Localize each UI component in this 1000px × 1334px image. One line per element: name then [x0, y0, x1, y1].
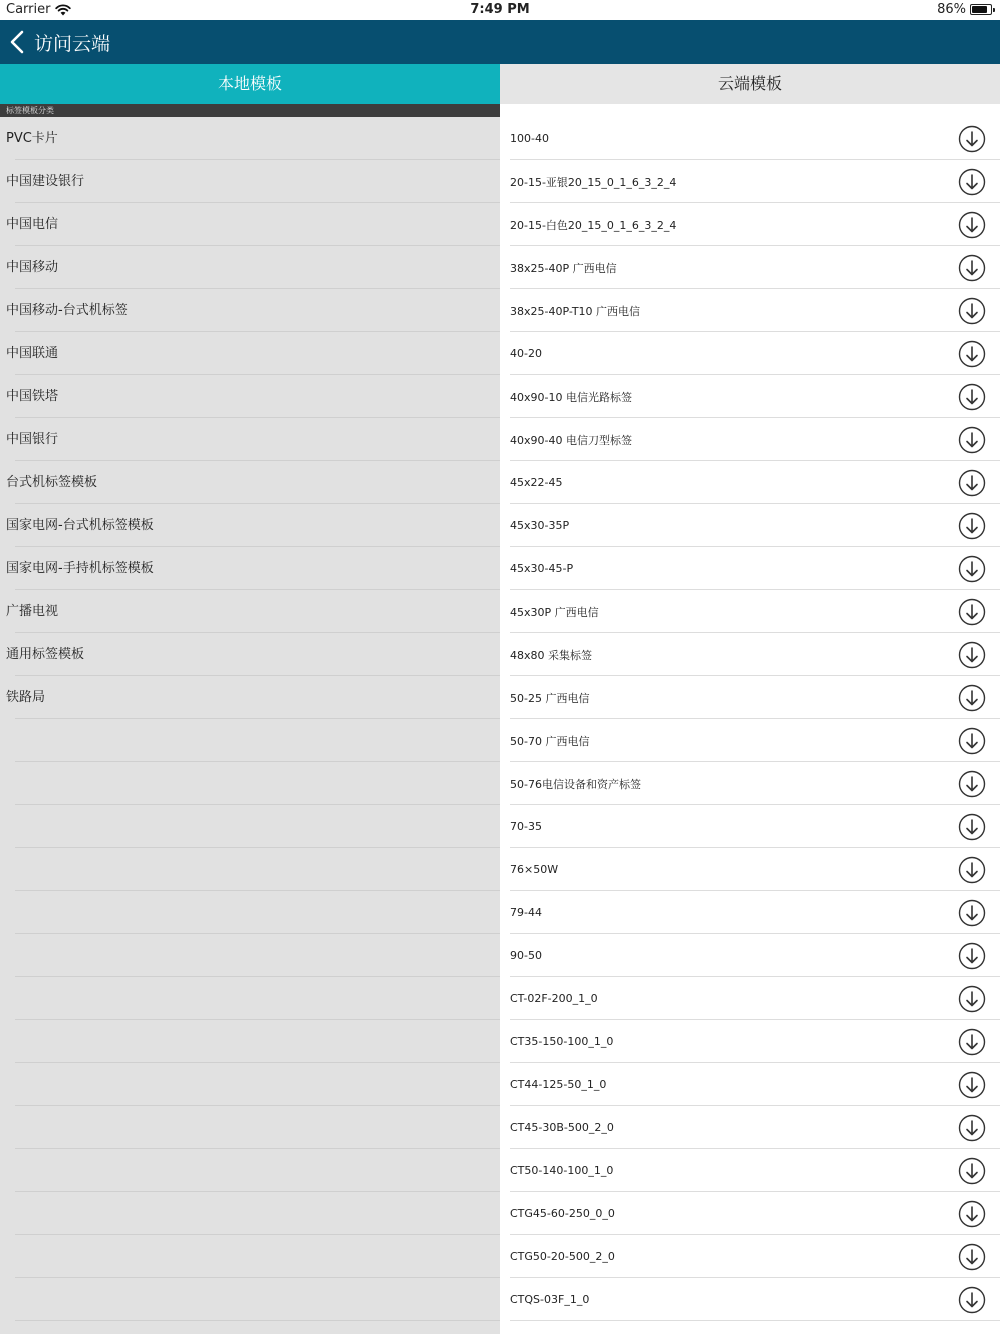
template-name: 40x90-40 电信刀型标签	[510, 433, 632, 447]
list-spacer	[500, 104, 1000, 117]
empty-row	[0, 1278, 500, 1321]
tab-cloud-templates[interactable]: 云端模板	[500, 64, 1000, 104]
download-circle-icon	[958, 856, 986, 884]
download-button[interactable]	[958, 813, 986, 841]
download-circle-icon	[958, 297, 986, 325]
template-name: 45x30-45-P	[510, 562, 574, 575]
cloud-template-item[interactable]	[500, 934, 1000, 977]
template-name: 38x25-40P-T10 广西电信	[510, 304, 641, 318]
download-circle-icon	[958, 684, 986, 712]
download-button[interactable]	[958, 1200, 986, 1228]
battery-percent: 86%	[937, 2, 966, 17]
download-circle-icon	[958, 1028, 986, 1056]
navigation-bar	[0, 20, 1000, 64]
download-circle-icon	[958, 985, 986, 1013]
status-time: 7:49 PM	[470, 2, 530, 17]
cloud-template-item[interactable]	[500, 461, 1000, 504]
template-name: CT50-140-100_1_0	[510, 1164, 614, 1177]
empty-row	[0, 891, 500, 934]
download-circle-icon	[958, 254, 986, 282]
empty-row	[0, 805, 500, 848]
download-circle-icon	[958, 1071, 986, 1099]
template-name: 20-15-白色20_15_0_1_6_3_2_4	[510, 218, 677, 232]
template-name: 40x90-10 电信光路标签	[510, 390, 632, 404]
empty-row	[0, 848, 500, 891]
empty-row	[0, 1063, 500, 1106]
download-circle-icon	[958, 598, 986, 626]
template-name: CTG45-60-250_0_0	[510, 1207, 615, 1220]
download-button[interactable]	[958, 297, 986, 325]
template-name: CT35-150-100_1_0	[510, 1035, 614, 1048]
download-button[interactable]	[958, 168, 986, 196]
tab-bar	[0, 64, 1000, 104]
category-item[interactable]: 台式机标签模板	[0, 461, 500, 504]
back-button[interactable]	[10, 20, 110, 64]
cloud-template-item[interactable]	[500, 848, 1000, 891]
page-title: 访问云端	[34, 32, 111, 55]
download-circle-icon	[958, 942, 986, 970]
download-button[interactable]	[958, 684, 986, 712]
download-button[interactable]	[958, 469, 986, 497]
cloud-template-item[interactable]	[500, 805, 1000, 848]
template-name: 90-50	[510, 949, 542, 962]
template-name: 20-15-亚银20_15_0_1_6_3_2_4	[510, 175, 677, 189]
empty-row	[0, 1235, 500, 1278]
download-button[interactable]	[958, 426, 986, 454]
download-circle-icon	[958, 641, 986, 669]
template-name: 50-70 广西电信	[510, 734, 590, 748]
download-button[interactable]	[958, 383, 986, 411]
cloud-template-item[interactable]	[500, 719, 1000, 762]
cloud-template-item[interactable]	[500, 504, 1000, 547]
status-bar	[0, 0, 1000, 20]
download-circle-icon	[958, 469, 986, 497]
download-button[interactable]	[958, 727, 986, 755]
download-circle-icon	[958, 555, 986, 583]
cloud-template-item[interactable]	[500, 590, 1000, 633]
empty-row	[0, 719, 500, 762]
download-button[interactable]	[958, 125, 986, 153]
download-circle-icon	[958, 1157, 986, 1185]
cloud-template-item[interactable]	[500, 117, 1000, 160]
template-name: CTQS-03F_1_0	[510, 1293, 590, 1306]
template-name: CT45-30B-500_2_0	[510, 1121, 614, 1134]
template-name: 100-40	[510, 132, 549, 145]
download-button[interactable]	[958, 1157, 986, 1185]
category-item[interactable]: 国家电网-台式机标签模板	[0, 504, 500, 547]
cloud-template-item[interactable]	[500, 1063, 1000, 1106]
download-circle-icon	[958, 1114, 986, 1142]
download-button[interactable]	[958, 1243, 986, 1271]
download-circle-icon	[958, 211, 986, 239]
category-item[interactable]: 中国移动	[0, 246, 500, 289]
cloud-template-item[interactable]	[500, 1235, 1000, 1278]
category-item[interactable]: 铁路局	[0, 676, 500, 719]
cloud-template-item[interactable]	[500, 160, 1000, 203]
category-item[interactable]: 国家电网-手持机标签模板	[0, 547, 500, 590]
cloud-template-item[interactable]	[500, 977, 1000, 1020]
cloud-template-item[interactable]	[500, 762, 1000, 805]
download-circle-icon	[958, 340, 986, 368]
download-button[interactable]	[958, 1114, 986, 1142]
category-item[interactable]: 中国联通	[0, 332, 500, 375]
download-circle-icon	[958, 168, 986, 196]
cloud-template-list	[500, 104, 1000, 1334]
cloud-template-item[interactable]	[500, 1106, 1000, 1149]
download-button[interactable]	[958, 512, 986, 540]
cloud-template-item[interactable]	[500, 547, 1000, 590]
cloud-template-item[interactable]	[500, 891, 1000, 934]
category-item[interactable]: 中国建设银行	[0, 160, 500, 203]
download-button[interactable]	[958, 1071, 986, 1099]
category-item[interactable]: 通用标签模板	[0, 633, 500, 676]
cloud-template-item[interactable]	[500, 633, 1000, 676]
chevron-left-icon	[10, 30, 24, 54]
download-circle-icon	[958, 899, 986, 927]
cloud-template-item[interactable]	[500, 289, 1000, 332]
tab-local-templates[interactable]: 本地模板	[0, 64, 500, 104]
download-button[interactable]	[958, 1286, 986, 1314]
download-circle-icon	[958, 727, 986, 755]
category-item[interactable]: 中国电信	[0, 203, 500, 246]
download-button[interactable]	[958, 856, 986, 884]
download-circle-icon	[958, 1243, 986, 1271]
empty-row	[0, 1020, 500, 1063]
cloud-template-item[interactable]	[500, 1020, 1000, 1063]
template-name: CT-02F-200_1_0	[510, 992, 598, 1005]
section-header: 标签模板分类	[0, 104, 500, 117]
template-name: CT44-125-50_1_0	[510, 1078, 607, 1091]
download-button[interactable]	[958, 254, 986, 282]
cloud-template-item[interactable]	[500, 1149, 1000, 1192]
template-name: 79-44	[510, 906, 542, 919]
template-name: 50-25 广西电信	[510, 691, 590, 705]
cloud-template-item[interactable]	[500, 1192, 1000, 1235]
cloud-template-item[interactable]	[500, 1278, 1000, 1321]
download-button[interactable]	[958, 598, 986, 626]
category-item[interactable]: 中国移动-台式机标签	[0, 289, 500, 332]
download-circle-icon	[958, 770, 986, 798]
template-name: 45x30-35P	[510, 519, 570, 532]
download-button[interactable]	[958, 1028, 986, 1056]
download-button[interactable]	[958, 985, 986, 1013]
status-battery	[937, 2, 992, 17]
cloud-template-rows	[500, 117, 1000, 1321]
empty-row	[0, 977, 500, 1020]
download-button[interactable]	[958, 211, 986, 239]
template-name: 45x22-45	[510, 476, 563, 489]
download-circle-icon	[958, 1200, 986, 1228]
download-circle-icon	[958, 813, 986, 841]
local-category-list	[0, 104, 500, 1334]
empty-row	[0, 1192, 500, 1235]
template-name: 70-35	[510, 820, 542, 833]
download-circle-icon	[958, 512, 986, 540]
empty-row	[0, 934, 500, 977]
template-name: 40-20	[510, 347, 542, 360]
template-name: 76×50W	[510, 863, 559, 876]
category-item[interactable]: PVC卡片	[0, 117, 500, 160]
template-name: 48x80 采集标签	[510, 648, 593, 662]
template-name: 45x30P 广西电信	[510, 605, 599, 619]
category-item[interactable]: 中国铁塔	[0, 375, 500, 418]
download-circle-icon	[958, 426, 986, 454]
empty-row	[0, 1106, 500, 1149]
download-button[interactable]	[958, 770, 986, 798]
cloud-template-item[interactable]	[500, 203, 1000, 246]
empty-row	[0, 762, 500, 805]
download-button[interactable]	[958, 555, 986, 583]
template-name: 38x25-40P 广西电信	[510, 261, 617, 275]
cloud-template-item[interactable]	[500, 332, 1000, 375]
carrier-label: Carrier	[6, 2, 51, 17]
download-button[interactable]	[958, 340, 986, 368]
download-button[interactable]	[958, 899, 986, 927]
cloud-template-item[interactable]	[500, 676, 1000, 719]
download-circle-icon	[958, 125, 986, 153]
cloud-template-item[interactable]	[500, 375, 1000, 418]
download-button[interactable]	[958, 641, 986, 669]
download-circle-icon	[958, 1286, 986, 1314]
template-name: CTG50-20-500_2_0	[510, 1250, 615, 1263]
template-name: 50-76电信设备和资产标签	[510, 777, 641, 791]
download-circle-icon	[958, 383, 986, 411]
battery-icon	[970, 4, 992, 15]
download-button[interactable]	[958, 942, 986, 970]
category-item[interactable]: 中国银行	[0, 418, 500, 461]
category-item[interactable]: 广播电视	[0, 590, 500, 633]
empty-row	[0, 1149, 500, 1192]
cloud-template-item[interactable]	[500, 246, 1000, 289]
cloud-template-item[interactable]	[500, 418, 1000, 461]
